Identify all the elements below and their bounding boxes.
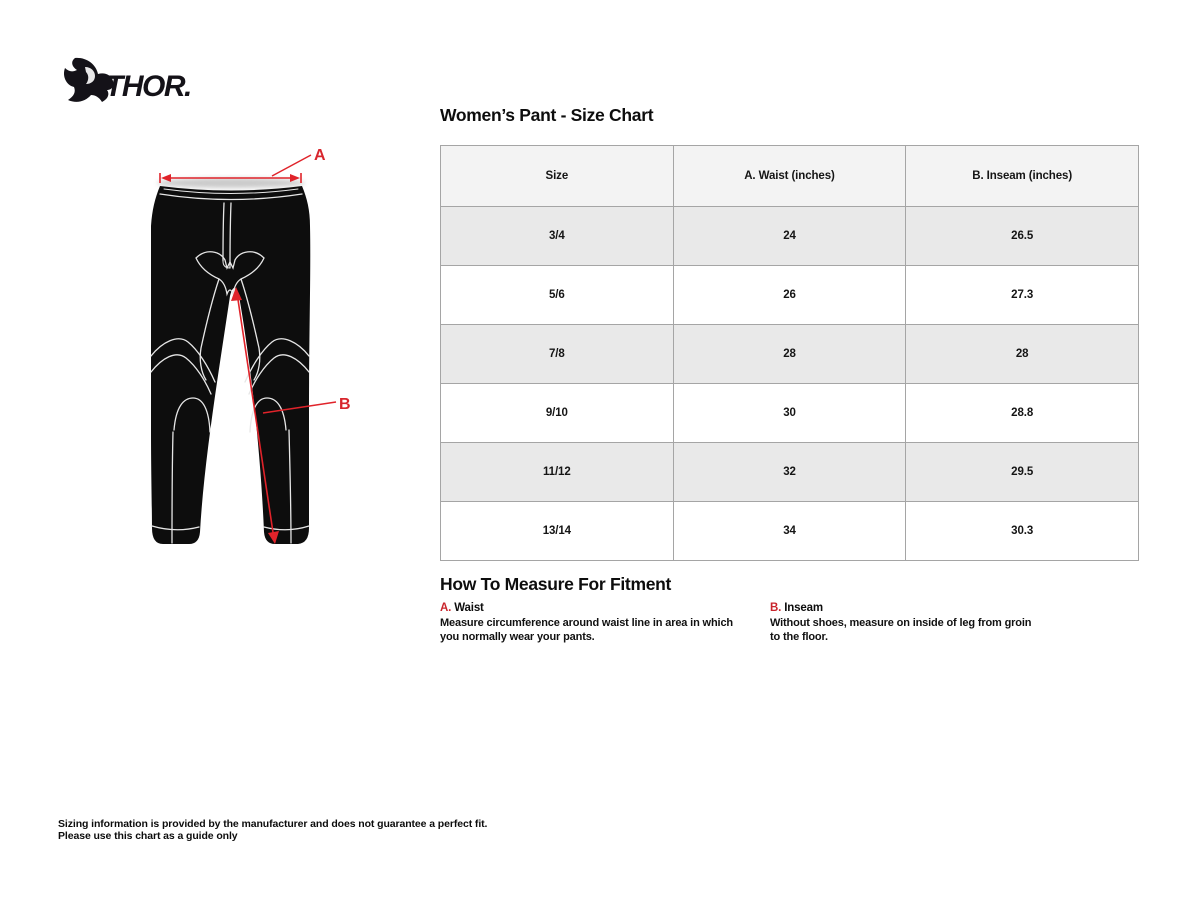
measure-waist-title: Waist [451, 602, 484, 614]
cell-size: 5/6 [441, 266, 674, 325]
cell-size: 9/10 [441, 384, 674, 443]
measure-waist-description: Measure circumference around waist line in area in which you normally wear your pants. [440, 617, 733, 643]
table-row [441, 443, 1139, 502]
cell-waist: 26 [673, 266, 906, 325]
cell-waist: 30 [673, 384, 906, 443]
cell-inseam: 27.3 [906, 266, 1139, 325]
table-row [441, 207, 1139, 266]
pants-diagram [120, 130, 380, 590]
measure-waist-prefix: A. [440, 602, 452, 614]
cell-waist: 32 [673, 443, 906, 502]
cell-waist: 28 [673, 325, 906, 384]
cell-waist: 24 [673, 207, 906, 266]
table-row [441, 384, 1139, 443]
measure-inseam-title: Inseam [781, 602, 823, 614]
header-size: Size [441, 146, 674, 207]
disclaimer-line-1: Sizing information is provided by the manufacturer and does not guarantee a perfect fit. [58, 818, 488, 830]
cell-inseam: 30.3 [906, 502, 1139, 561]
table-row [441, 266, 1139, 325]
cell-inseam: 29.5 [906, 443, 1139, 502]
header-inseam: B. Inseam (inches) [906, 146, 1139, 207]
table-row [441, 325, 1139, 384]
cell-size: 13/14 [441, 502, 674, 561]
measure-inseam-block [770, 601, 1042, 644]
label-a: A [314, 147, 326, 164]
disclaimer [58, 818, 487, 842]
waist-pointer-line [272, 155, 311, 176]
table-header-row [441, 146, 1139, 207]
page-title: Women’s Pant - Size Chart [440, 105, 654, 125]
brand-logo [55, 57, 200, 105]
measure-heading: How To Measure For Fitment [440, 574, 672, 594]
size-table [440, 145, 1139, 561]
table-row [441, 502, 1139, 561]
cell-inseam: 28.8 [906, 384, 1139, 443]
cell-size: 11/12 [441, 443, 674, 502]
thor-logo-text: THOR. [105, 70, 191, 103]
cell-inseam: 26.5 [906, 207, 1139, 266]
measure-inseam-label [770, 601, 1042, 615]
measure-waist-block [440, 601, 735, 644]
cell-waist: 34 [673, 502, 906, 561]
measure-inseam-description: Without shoes, measure on inside of leg from groin to the floor. [770, 617, 1032, 643]
measure-inseam-prefix: B. [770, 602, 782, 614]
cell-size: 3/4 [441, 207, 674, 266]
header-waist: A. Waist (inches) [673, 146, 906, 207]
label-b: B [339, 396, 351, 413]
waist-fade-shadow [157, 178, 305, 188]
cell-inseam: 28 [906, 325, 1139, 384]
cell-size: 7/8 [441, 325, 674, 384]
thor-logo [55, 57, 200, 105]
measure-waist-label [440, 601, 735, 615]
disclaimer-line-2: Please use this chart as a guide only [58, 830, 238, 842]
